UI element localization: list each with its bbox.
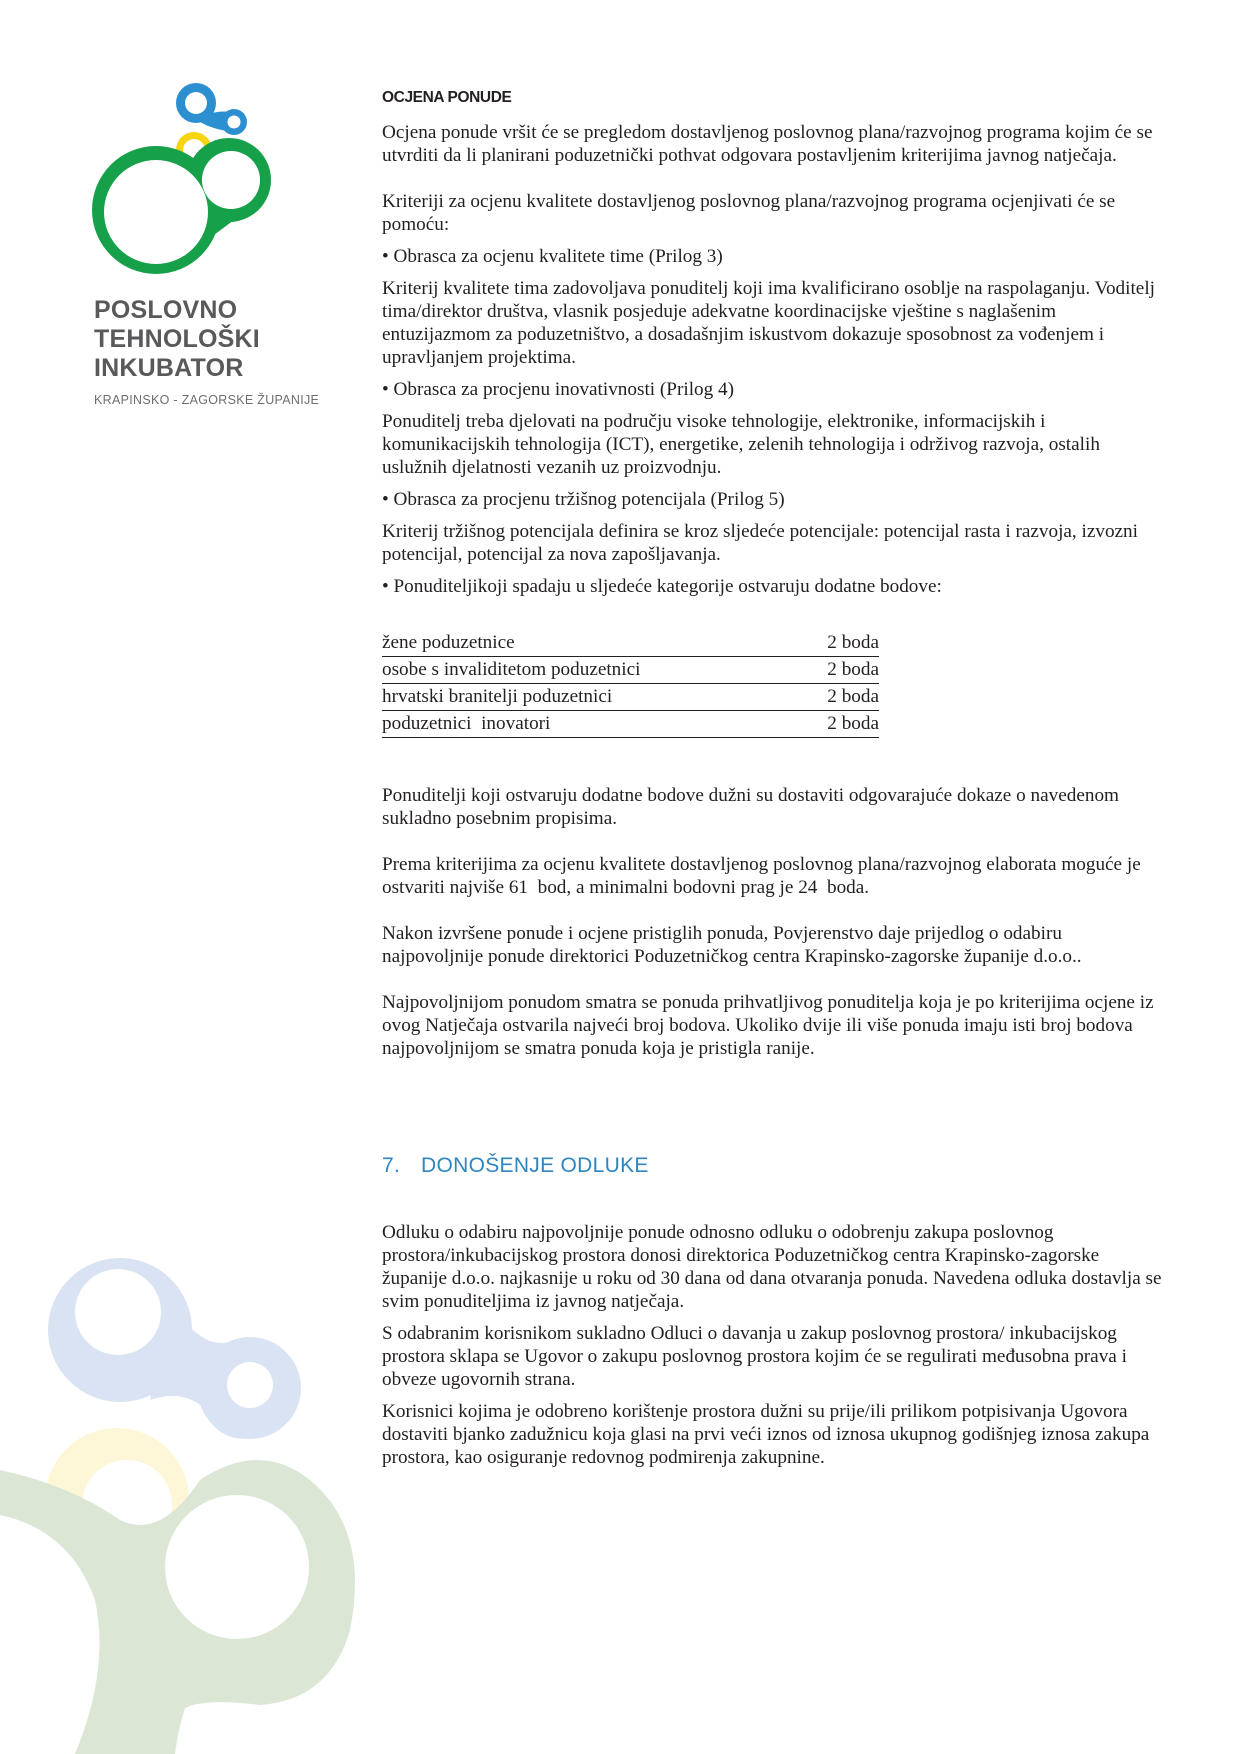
background-bubbles-icon [0,1230,400,1754]
paragraph: Najpovoljnijom ponudom smatra se ponuda prihvatljivog ponuditelja koja je po kriterijima ocjene iz ovog Natječaja ostvarila najveći broj bodova. Ukoliko dvije ili više ponuda imaju isti broj bodova najpovoljnijom se smatra ponuda koja je pristigla ranije. [382,992,1154,1059]
category-cell: hrvatski branitelji poduzetnici [382,684,796,711]
category-cell: osobe s invaliditetom poduzetnici [382,657,796,684]
brand-subtitle: KRAPINSKO - ZAGORSKE ŽUPANIJE [94,393,320,407]
table-row [382,630,879,657]
paragraph: S odabranim korisnikom sukladno Odluci o davanja u zakup poslovnog prostora/ inkubacijskog prostora sklapa se Ugovor o zakupu poslovnog prostora kojim će se regulirati međusobna prava i obveze ugovornih strana. [382,1323,1127,1390]
paragraph: Odluku o odabiru najpovoljnije ponude odnosno odluku o odobrenju zakupa poslovnog prostora/inkubacijskog prostora donosi direktorica Poduzetničkog centra Krapinsko-zagorske županije d.o.o. najkasnije u roku od 30 dana od dana otvaranja ponuda. Navedena odluka dostavlja se svim ponuditeljima iz javnog natječaja. [382,1222,1162,1312]
section-title [382,1154,1162,1177]
paragraph: Kriterij kvalitete tima zadovoljava ponuditelj koji ima kvalificirano osoblje na raspolaganju. Voditelj tima/direktor društva, vlasnik posjeduje adekvatne koordinacijske vještine s naglašenim entuzijazmom za poduzetništvo, a dosadašnjim iskustvom dokazuje sposobnost za vođenjem i upravljanjem projektima. [382,278,1155,368]
brand-title-line: TEHNOLOŠKI [94,325,260,353]
points-cell: 2 boda [796,657,879,684]
paragraph: Nakon izvršene ponude i ocjene pristiglih ponuda, Povjerenstvo daje prijedlog o odabiru najpovoljnije ponude direktorici Poduzetničkog centra Krapinsko-zagorske županije d.o.o.. [382,923,1082,967]
brand-title-line: POSLOVNO [94,296,238,324]
brand-title [94,296,260,383]
bullet-item: • Obrasca za procjenu tržišnog potencijala (Prilog 5) [382,489,785,510]
bubbles-logo-icon [84,80,284,280]
table-row [382,711,879,738]
table-row [382,657,879,684]
bullet-item: • Obrasca za procjenu inovativnosti (Prilog 4) [382,379,734,400]
section-title-text: DONOŠENJE ODLUKE [421,1154,649,1177]
bullet-item: • Obrasca za ocjenu kvalitete time (Prilog 3) [382,246,723,267]
brand-logo [84,80,324,280]
paragraph: Ocjena ponude vršit će se pregledom dostavljenog poslovnog plana/razvojnog programa kojim će se utvrditi da li planirani poduzetnički pothvat odgovara postavljenim kriterijima javnog natječaja. [382,122,1153,166]
paragraph: Kriteriji za ocjenu kvalitete dostavljenog poslovnog plana/razvojnog programa ocjenjivati će se pomoću: [382,191,1116,235]
points-cell: 2 boda [796,684,879,711]
bullet-item: • Ponuditeljikoji spadaju u sljedeće kategorije ostvaruju dodatne bodove: [382,576,942,597]
paragraph: Kriterij tržišnog potencijala definira se kroz sljedeće potencijale: potencijal rasta i razvoja, izvozni potencijal, potencijal za nova zapošljavanja. [382,521,1138,565]
table-row [382,684,879,711]
points-cell: 2 boda [796,630,879,657]
paragraph: Ponuditelji koji ostvaruju dodatne bodove dužni su dostaviti odgovarajuće dokaze o navedenom sukladno posebnim propisima. [382,785,1119,829]
document-body [382,86,1162,1469]
section-heading: OCJENA PONUDE [382,89,512,106]
category-cell: žene poduzetnice [382,630,796,657]
paragraph: Prema kriterijima za ocjenu kvalitete dostavljenog poslovnog plana/razvojnog elaborata moguće je ostvariti najviše 61 bod, a minimalni bodovni prag je 24 boda. [382,854,1146,898]
brand-title-line: INKUBATOR [94,354,244,382]
section-number: 7. [382,1154,401,1177]
points-cell: 2 boda [796,711,879,738]
extra-points-table [382,630,879,738]
paragraph: Korisnici kojima je odobreno korištenje prostora dužni su prije/ili prilikom potpisivanja Ugovora dostaviti bjanko zadužnicu koja glasi na prvi veći iznos od iznosa ukupnog godišnjeg iznosa zakupa prostora, kao osiguranje redovnog podmirenja zakupnine. [382,1401,1150,1468]
category-cell: poduzetnici inovatori [382,711,796,738]
paragraph: Ponuditelj treba djelovati na području visoke tehnologije, elektronike, informacijskih i komunikacijskih tehnologija (ICT), energetike, zelenih tehnologija i održivog razvoja, ostalih uslužnih djelatnosti vezanih uz proizvodnju. [382,411,1100,478]
